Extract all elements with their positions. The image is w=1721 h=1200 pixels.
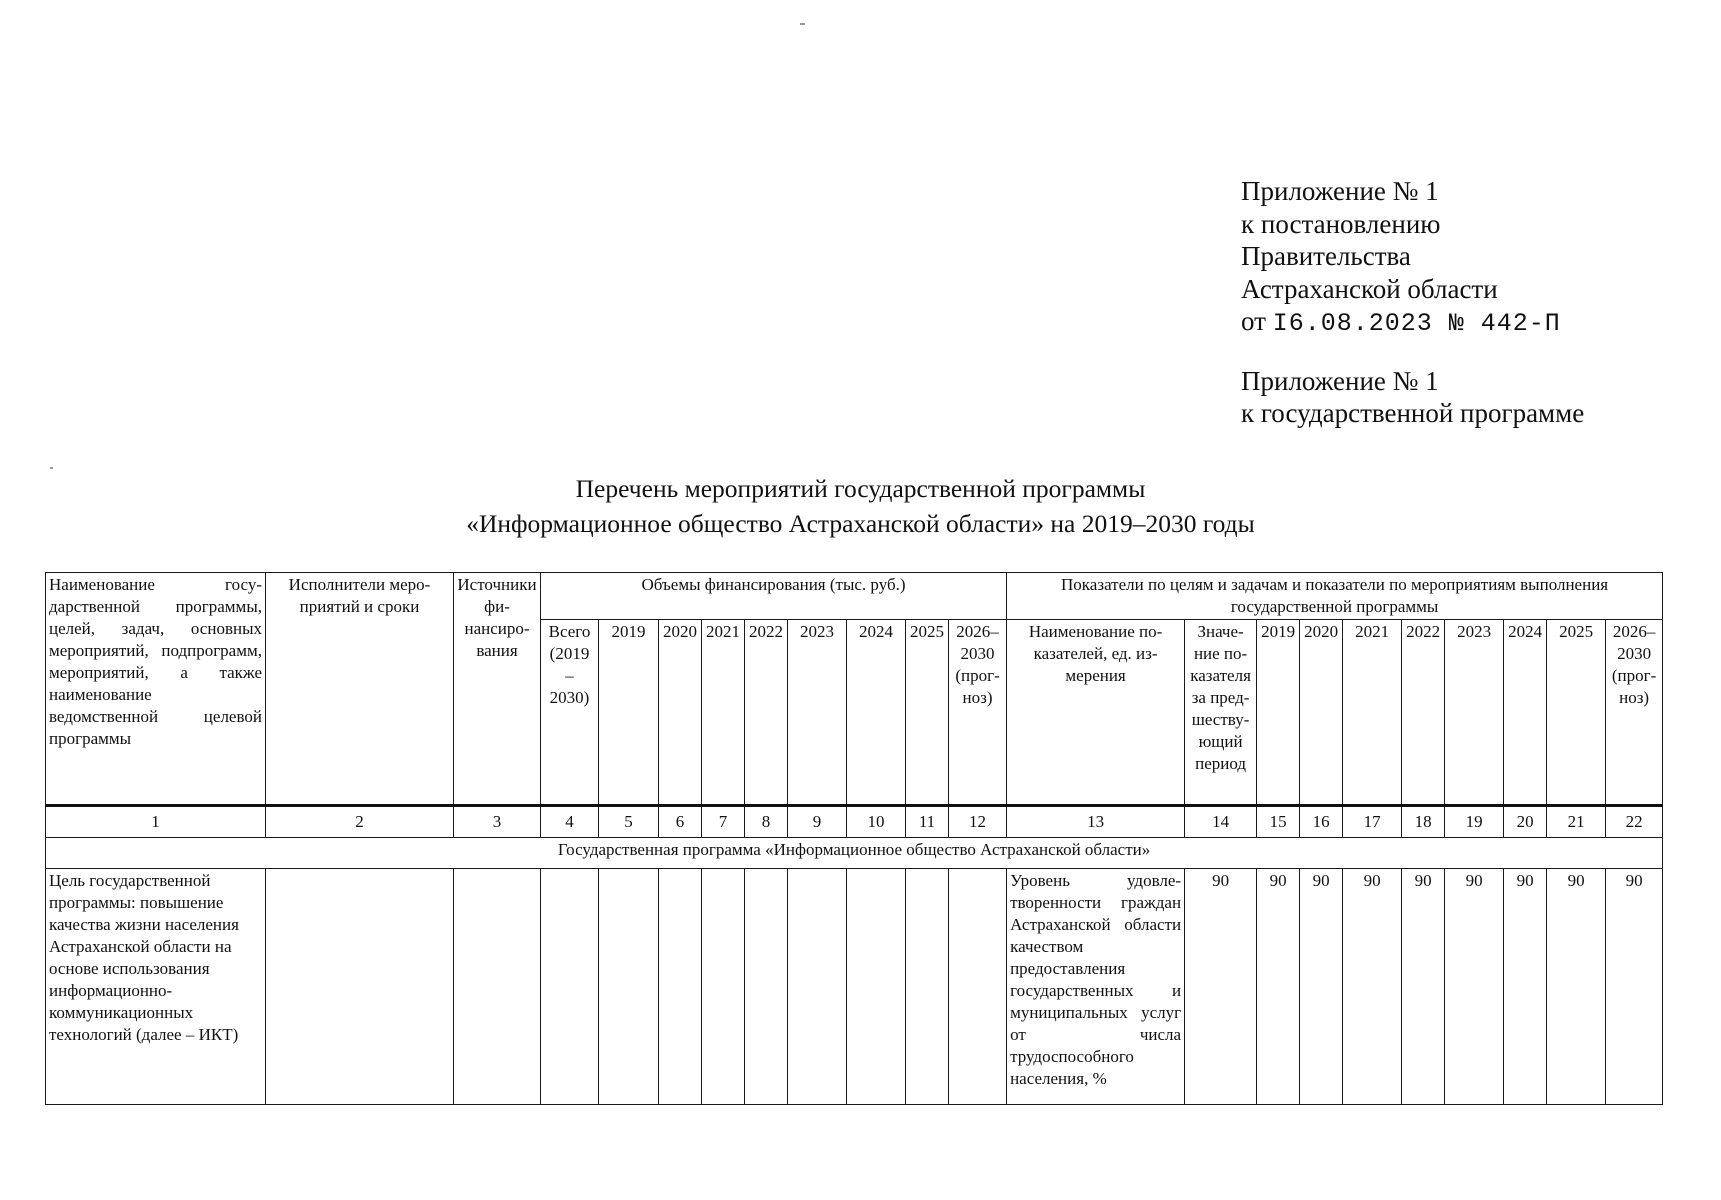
header-funding-col: Всего (2019 – 2030) xyxy=(541,620,599,806)
column-number: 16 xyxy=(1300,806,1343,838)
header-funding-col: 2024 xyxy=(847,620,906,806)
title-line-1: Перечень мероприятий государственной программы xyxy=(575,474,1146,503)
appendix-line: Правительства xyxy=(1241,241,1411,271)
appendix-line: Приложение № 1 xyxy=(1241,365,1439,396)
header-indicator-year: 2026–2030 (прогноз) xyxy=(1606,620,1663,806)
row-year-value: 90 xyxy=(1257,869,1300,1105)
appendix-line: Приложение № 1 xyxy=(1241,176,1439,206)
header-indicators-group: Показатели по целям и задачам и показатели по мероприятиям выполнения государственной программы xyxy=(1007,573,1663,620)
column-number: 20 xyxy=(1504,806,1547,838)
column-number: 12 xyxy=(949,806,1007,838)
row-funding-cell xyxy=(745,869,788,1105)
header-indicator-year: 2024 xyxy=(1504,620,1547,806)
resolution-date-line xyxy=(1241,305,1584,341)
header-indicator-year: 2021 xyxy=(1343,620,1402,806)
title-line-2: «Информационное общество Астраханской области» на 2019–2030 годы xyxy=(466,509,1255,538)
column-number: 11 xyxy=(906,806,949,838)
header-funding-col: 2023 xyxy=(788,620,847,806)
header-funding-col: 2025 xyxy=(906,620,949,806)
row-funding-cell xyxy=(788,869,847,1105)
appendix-line: к постановлению xyxy=(1241,208,1441,239)
row-funding-cell xyxy=(599,869,659,1105)
row-year-value: 90 xyxy=(1402,869,1445,1105)
resolution-date-number: I6.08.2023 № 442-П xyxy=(1272,309,1561,338)
column-number: 6 xyxy=(659,806,702,838)
row-year-value: 90 xyxy=(1445,869,1504,1105)
row-funding-cell xyxy=(906,869,949,1105)
header-funding-col: 2020 xyxy=(659,620,702,806)
measures-table xyxy=(45,572,1663,1105)
appendix-line: к государственной программе xyxy=(1241,398,1585,428)
row-year-value: 90 xyxy=(1504,869,1547,1105)
row-funding-cell xyxy=(949,869,1007,1105)
header-executors: Исполнители мероприятий и сроки xyxy=(266,573,454,806)
column-number: 1 xyxy=(46,806,266,838)
header-indicator-year: 2020 xyxy=(1300,620,1343,806)
scan-speck xyxy=(50,467,53,469)
header-indicator-name: Наименование показателей, ед. измерения xyxy=(1007,620,1185,806)
column-number: 8 xyxy=(745,806,788,838)
row-year-value: 90 xyxy=(1343,869,1402,1105)
row-indicator: Уровень удовлетворенности граждан Астраханской области качеством предоставления государственных и муниципальных услуг от числа трудоспособного населения, % xyxy=(1007,869,1185,1105)
header-indicator-year: 2023 xyxy=(1445,620,1504,806)
header-indicator-prev: Значение показателя за предшествующий период xyxy=(1185,620,1257,806)
column-number: 18 xyxy=(1402,806,1445,838)
column-number: 19 xyxy=(1445,806,1504,838)
scan-speck xyxy=(800,23,805,25)
column-number: 22 xyxy=(1606,806,1663,838)
row-funding-cell xyxy=(847,869,906,1105)
header-funding-col: 2026–2030 (прогноз) xyxy=(949,620,1007,806)
column-number: 10 xyxy=(847,806,906,838)
column-number: 5 xyxy=(599,806,659,838)
column-number: 15 xyxy=(1257,806,1300,838)
header-funding-col: 2019 xyxy=(599,620,659,806)
header-row-1 xyxy=(46,573,1663,620)
column-number: 17 xyxy=(1343,806,1402,838)
header-indicator-year: 2019 xyxy=(1257,620,1300,806)
header-indicator-year: 2025 xyxy=(1547,620,1606,806)
section-title: Государственная программа «Информационное общество Астраханской области» xyxy=(46,838,1663,869)
document-title xyxy=(0,471,1721,541)
header-funding-col: 2021 xyxy=(702,620,745,806)
header-indicator-year: 2022 xyxy=(1402,620,1445,806)
row-executors xyxy=(266,869,454,1105)
row-funding-cell xyxy=(659,869,702,1105)
appendix-line: Астраханской области xyxy=(1241,273,1498,304)
section-row xyxy=(46,838,1663,869)
header-program-name: Наименование государственной программы, целей, задач, основных мероприятий, подпрограмм, мероприятий, а также наименование ведомственной целевой программы xyxy=(46,573,266,806)
column-number: 4 xyxy=(541,806,599,838)
column-number: 21 xyxy=(1547,806,1606,838)
row-year-value: 90 xyxy=(1606,869,1663,1105)
header-funding-col: 2022 xyxy=(745,620,788,806)
column-number: 7 xyxy=(702,806,745,838)
column-number: 3 xyxy=(454,806,541,838)
date-prefix: от xyxy=(1241,306,1266,336)
header-sources: Источники финансирования xyxy=(454,573,541,806)
row-year-value: 90 xyxy=(1547,869,1606,1105)
table-row xyxy=(46,869,1663,1105)
column-number: 14 xyxy=(1185,806,1257,838)
column-number: 9 xyxy=(788,806,847,838)
column-number: 2 xyxy=(266,806,454,838)
row-name: Цель государственной программы: повышение качества жизни населения Астраханской области на основе использования информационно-коммуникационных технологий (далее – ИКТ) xyxy=(46,869,266,1105)
row-funding-cell xyxy=(541,869,599,1105)
appendix-header xyxy=(1241,175,1584,430)
column-number-row xyxy=(46,806,1663,838)
header-funding-group: Объемы финансирования (тыс. руб.) xyxy=(541,573,1007,620)
row-prev-value: 90 xyxy=(1185,869,1257,1105)
row-year-value: 90 xyxy=(1300,869,1343,1105)
column-number: 13 xyxy=(1007,806,1185,838)
row-source xyxy=(454,869,541,1105)
row-funding-cell xyxy=(702,869,745,1105)
